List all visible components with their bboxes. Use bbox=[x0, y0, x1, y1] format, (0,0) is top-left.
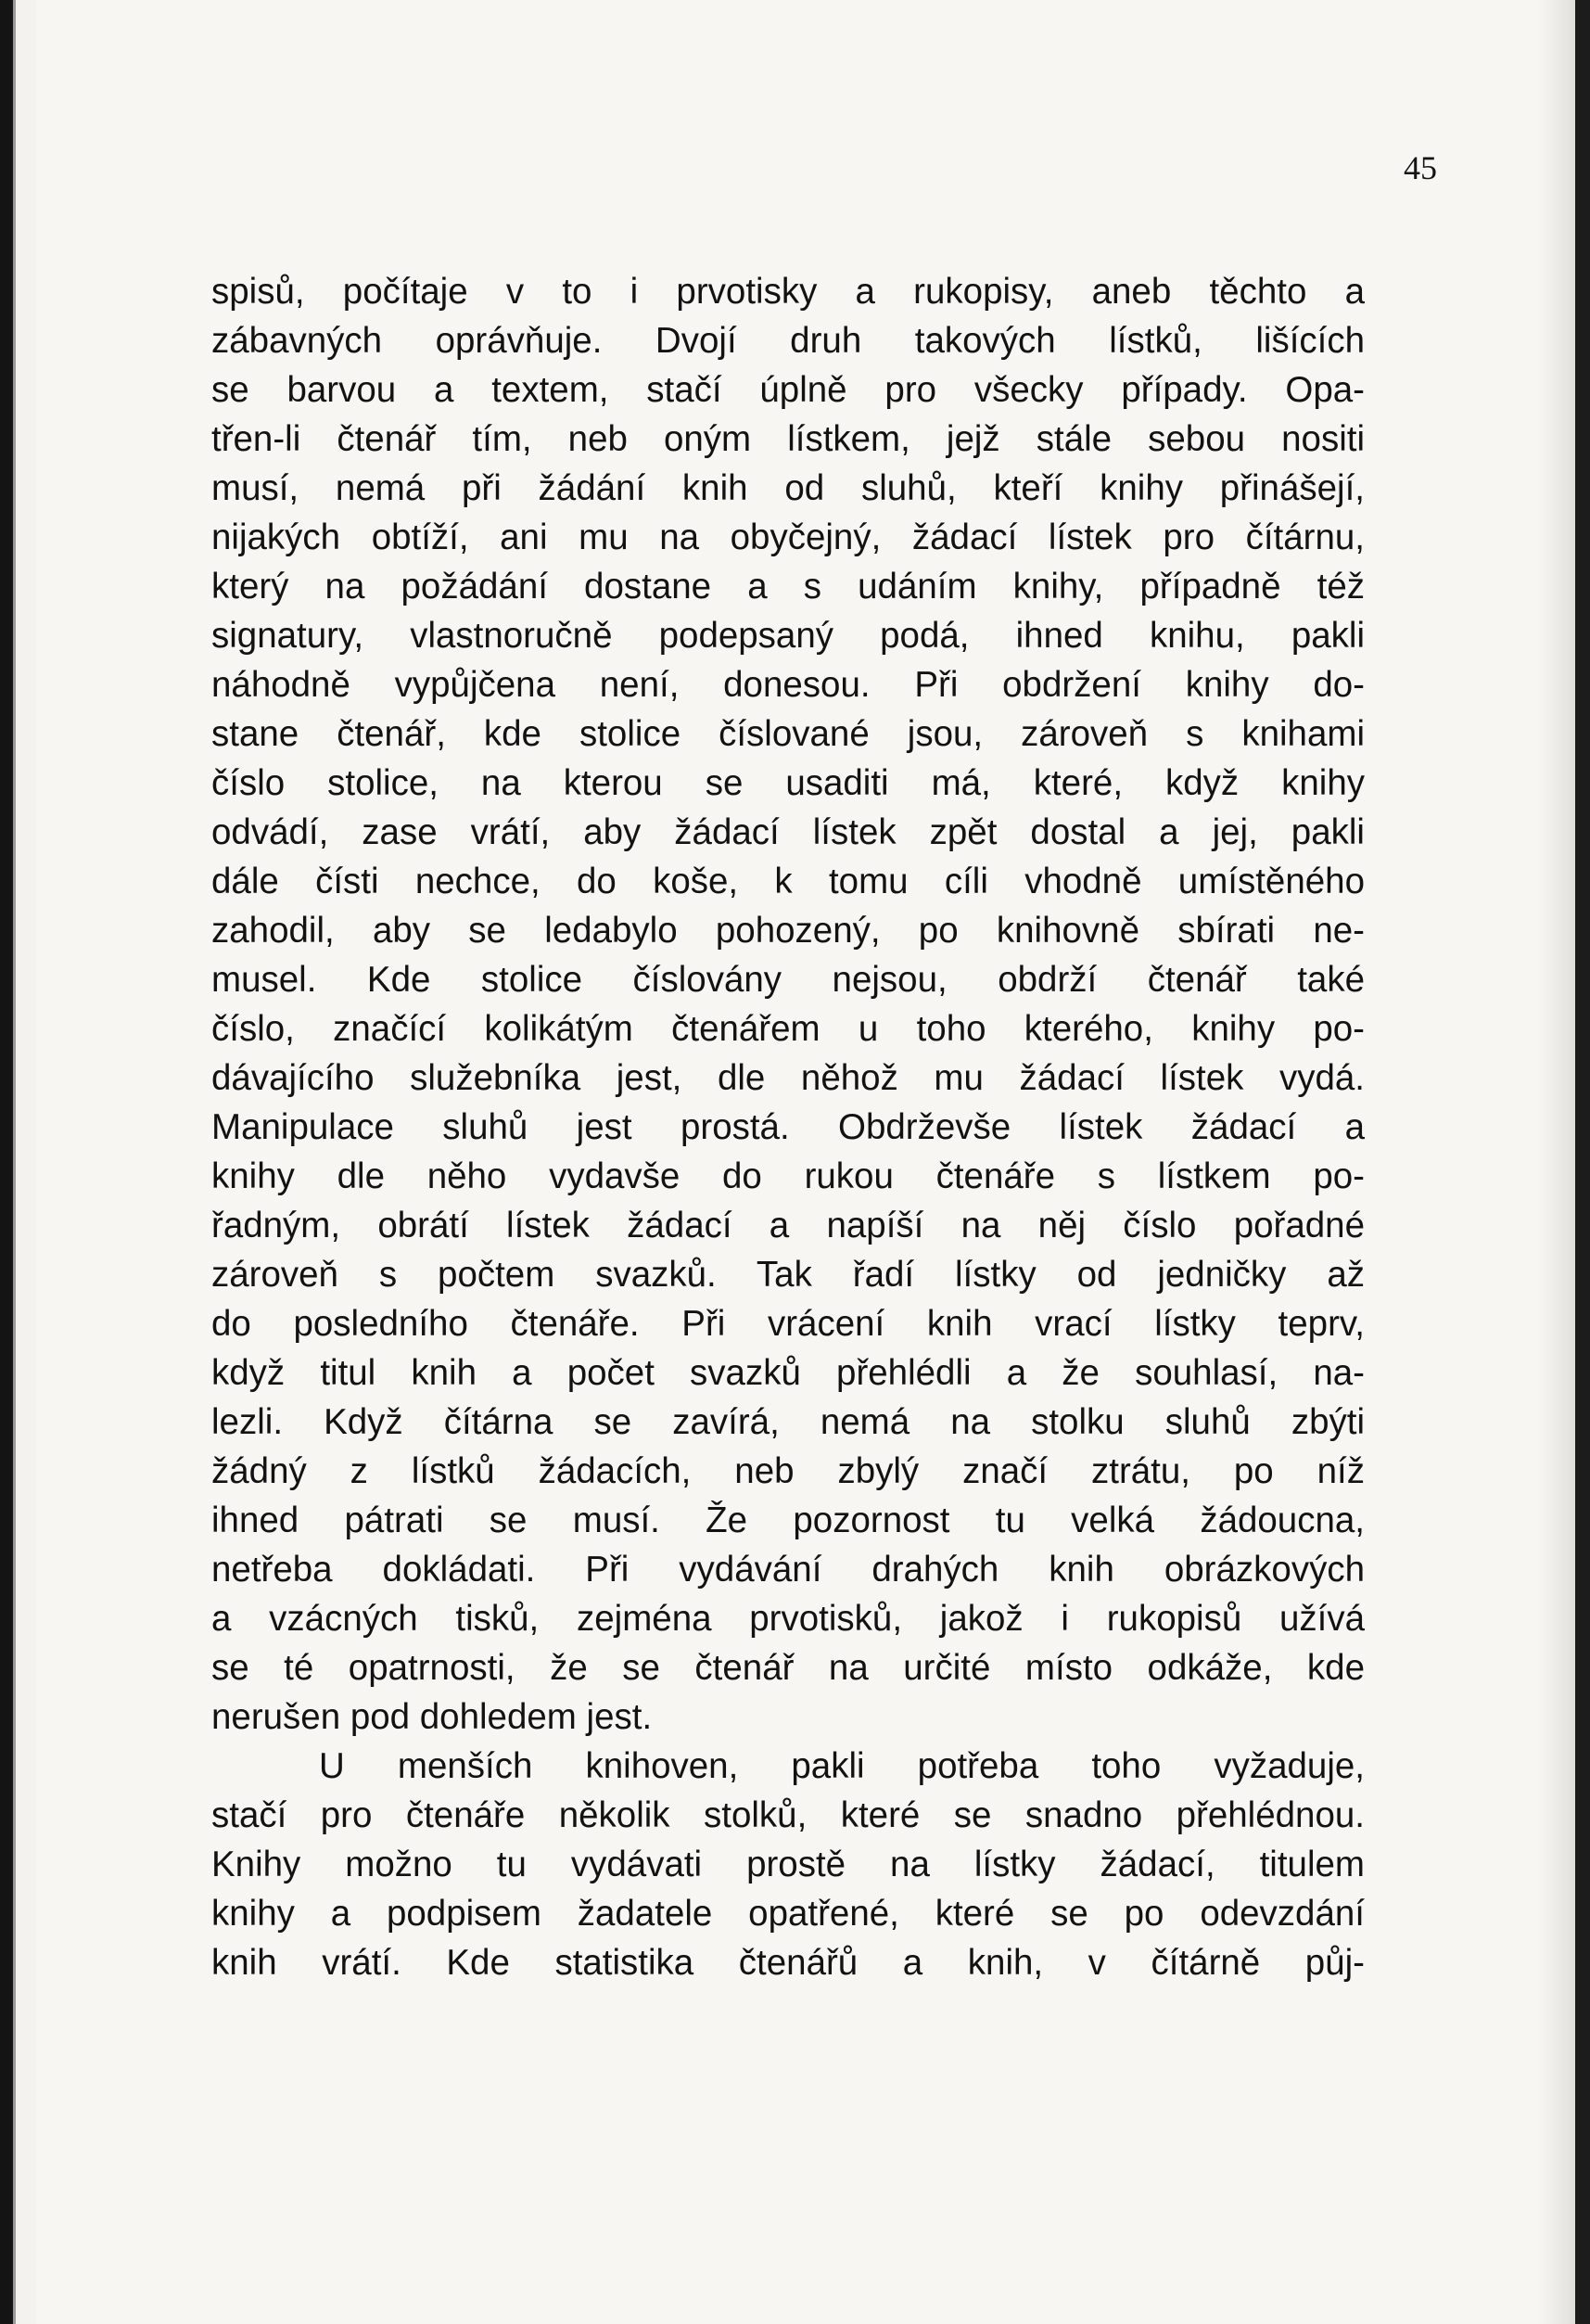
text-line: do posledního čtenáře. Při vrácení knih vrací lístky teprv, bbox=[211, 1304, 1365, 1344]
text-line: se barvou a textem, stačí úplně pro všecky případy. Opa- bbox=[211, 370, 1365, 410]
text-line: knih vrátí. Kde statistika čtenářů a knih, v čítárně půj- bbox=[211, 1943, 1365, 1983]
scan-left-edge bbox=[0, 0, 13, 2324]
text-line: ihned pátrati se musí. Že pozornost tu velká žádoucna, bbox=[211, 1500, 1365, 1540]
scan-right-edge bbox=[1575, 0, 1590, 2324]
text-line: číslo, značící kolikátým čtenářem u toho kterého, knihy po- bbox=[211, 1009, 1365, 1049]
paragraph-start-line: U menších knihoven, pakli potřeba toho vyžaduje, bbox=[319, 1746, 1365, 1786]
text-line: nijakých obtíží, ani mu na obyčejný, žádací lístek pro čítárnu, bbox=[211, 517, 1365, 557]
text-line: spisů, počítaje v to i prvotisky a rukopisy, aneb těchto a bbox=[211, 272, 1365, 312]
text-line: náhodně vypůjčena není, donesou. Při obdržení knihy do- bbox=[211, 665, 1365, 705]
text-line: knihy dle něho vydavše do rukou čtenáře s lístkem po- bbox=[211, 1156, 1365, 1196]
page-number: 45 bbox=[1404, 149, 1437, 186]
text-line: číslo stolice, na kterou se usaditi má, které, když knihy bbox=[211, 763, 1365, 803]
body-text bbox=[211, 267, 1365, 1987]
text-line: stane čtenář, kde stolice číslované jsou, zároveň s knihami bbox=[211, 714, 1365, 754]
text-line: žádný z lístků žádacích, neb zbylý značí ztrátu, po níž bbox=[211, 1451, 1365, 1491]
text-line: Knihy možno tu vydávati prostě na lístky žádací, titulem bbox=[211, 1845, 1365, 1884]
text-line: řadným, obrátí lístek žádací a napíší na něj číslo pořadné bbox=[211, 1206, 1365, 1245]
text-line: když titul knih a počet svazků přehlédli a že souhlasí, na- bbox=[211, 1353, 1365, 1393]
text-line: knihy a podpisem žadatele opatřené, které se po odevzdání bbox=[211, 1894, 1365, 1934]
paragraph-end-line: nerušen pod dohledem jest. bbox=[211, 1697, 653, 1737]
scan-right-shadow bbox=[1538, 0, 1575, 2324]
text-line: stačí pro čtenáře několik stolků, které se snadno přehlédnou. bbox=[211, 1795, 1365, 1835]
text-line: zábavných oprávňuje. Dvojí druh takových lístků, lišících bbox=[211, 321, 1365, 361]
text-line: signatury, vlastnoručně podepsaný podá, ihned knihu, pakli bbox=[211, 616, 1365, 656]
text-line: Manipulace sluhů jest prostá. Obdrževše lístek žádací a bbox=[211, 1107, 1365, 1147]
scan-left-gutter bbox=[13, 0, 36, 2324]
text-line: dále čísti nechce, do koše, k tomu cíli vhodně umístěného bbox=[211, 862, 1365, 901]
text-line: odvádí, zase vrátí, aby žádací lístek zpět dostal a jej, pakli bbox=[211, 812, 1365, 852]
text-line: který na požádání dostane a s udáním knihy, případně též bbox=[211, 567, 1365, 607]
text-line: se té opatrnosti, že se čtenář na určité místo odkáže, kde bbox=[211, 1648, 1365, 1688]
text-line: zároveň s počtem svazků. Tak řadí lístky od jedničky až bbox=[211, 1255, 1365, 1295]
text-line: dávajícího služebníka jest, dle něhož mu žádací lístek vydá. bbox=[211, 1058, 1365, 1098]
text-line: zahodil, aby se ledabylo pohozený, po knihovně sbírati ne- bbox=[211, 911, 1365, 951]
text-line: třen-li čtenář tím, neb oným lístkem, jejž stále sebou nositi bbox=[211, 419, 1365, 459]
text-line: musel. Kde stolice číslovány nejsou, obdrží čtenář také bbox=[211, 960, 1365, 1000]
text-line: a vzácných tisků, zejména prvotisků, jakož i rukopisů užívá bbox=[211, 1599, 1365, 1639]
text-line: lezli. Když čítárna se zavírá, nemá na stolku sluhů zbýti bbox=[211, 1402, 1365, 1442]
text-line: musí, nemá při žádání knih od sluhů, kteří knihy přinášejí, bbox=[211, 468, 1365, 508]
text-line: netřeba dokládati. Při vydávání drahých knih obrázkových bbox=[211, 1550, 1365, 1590]
